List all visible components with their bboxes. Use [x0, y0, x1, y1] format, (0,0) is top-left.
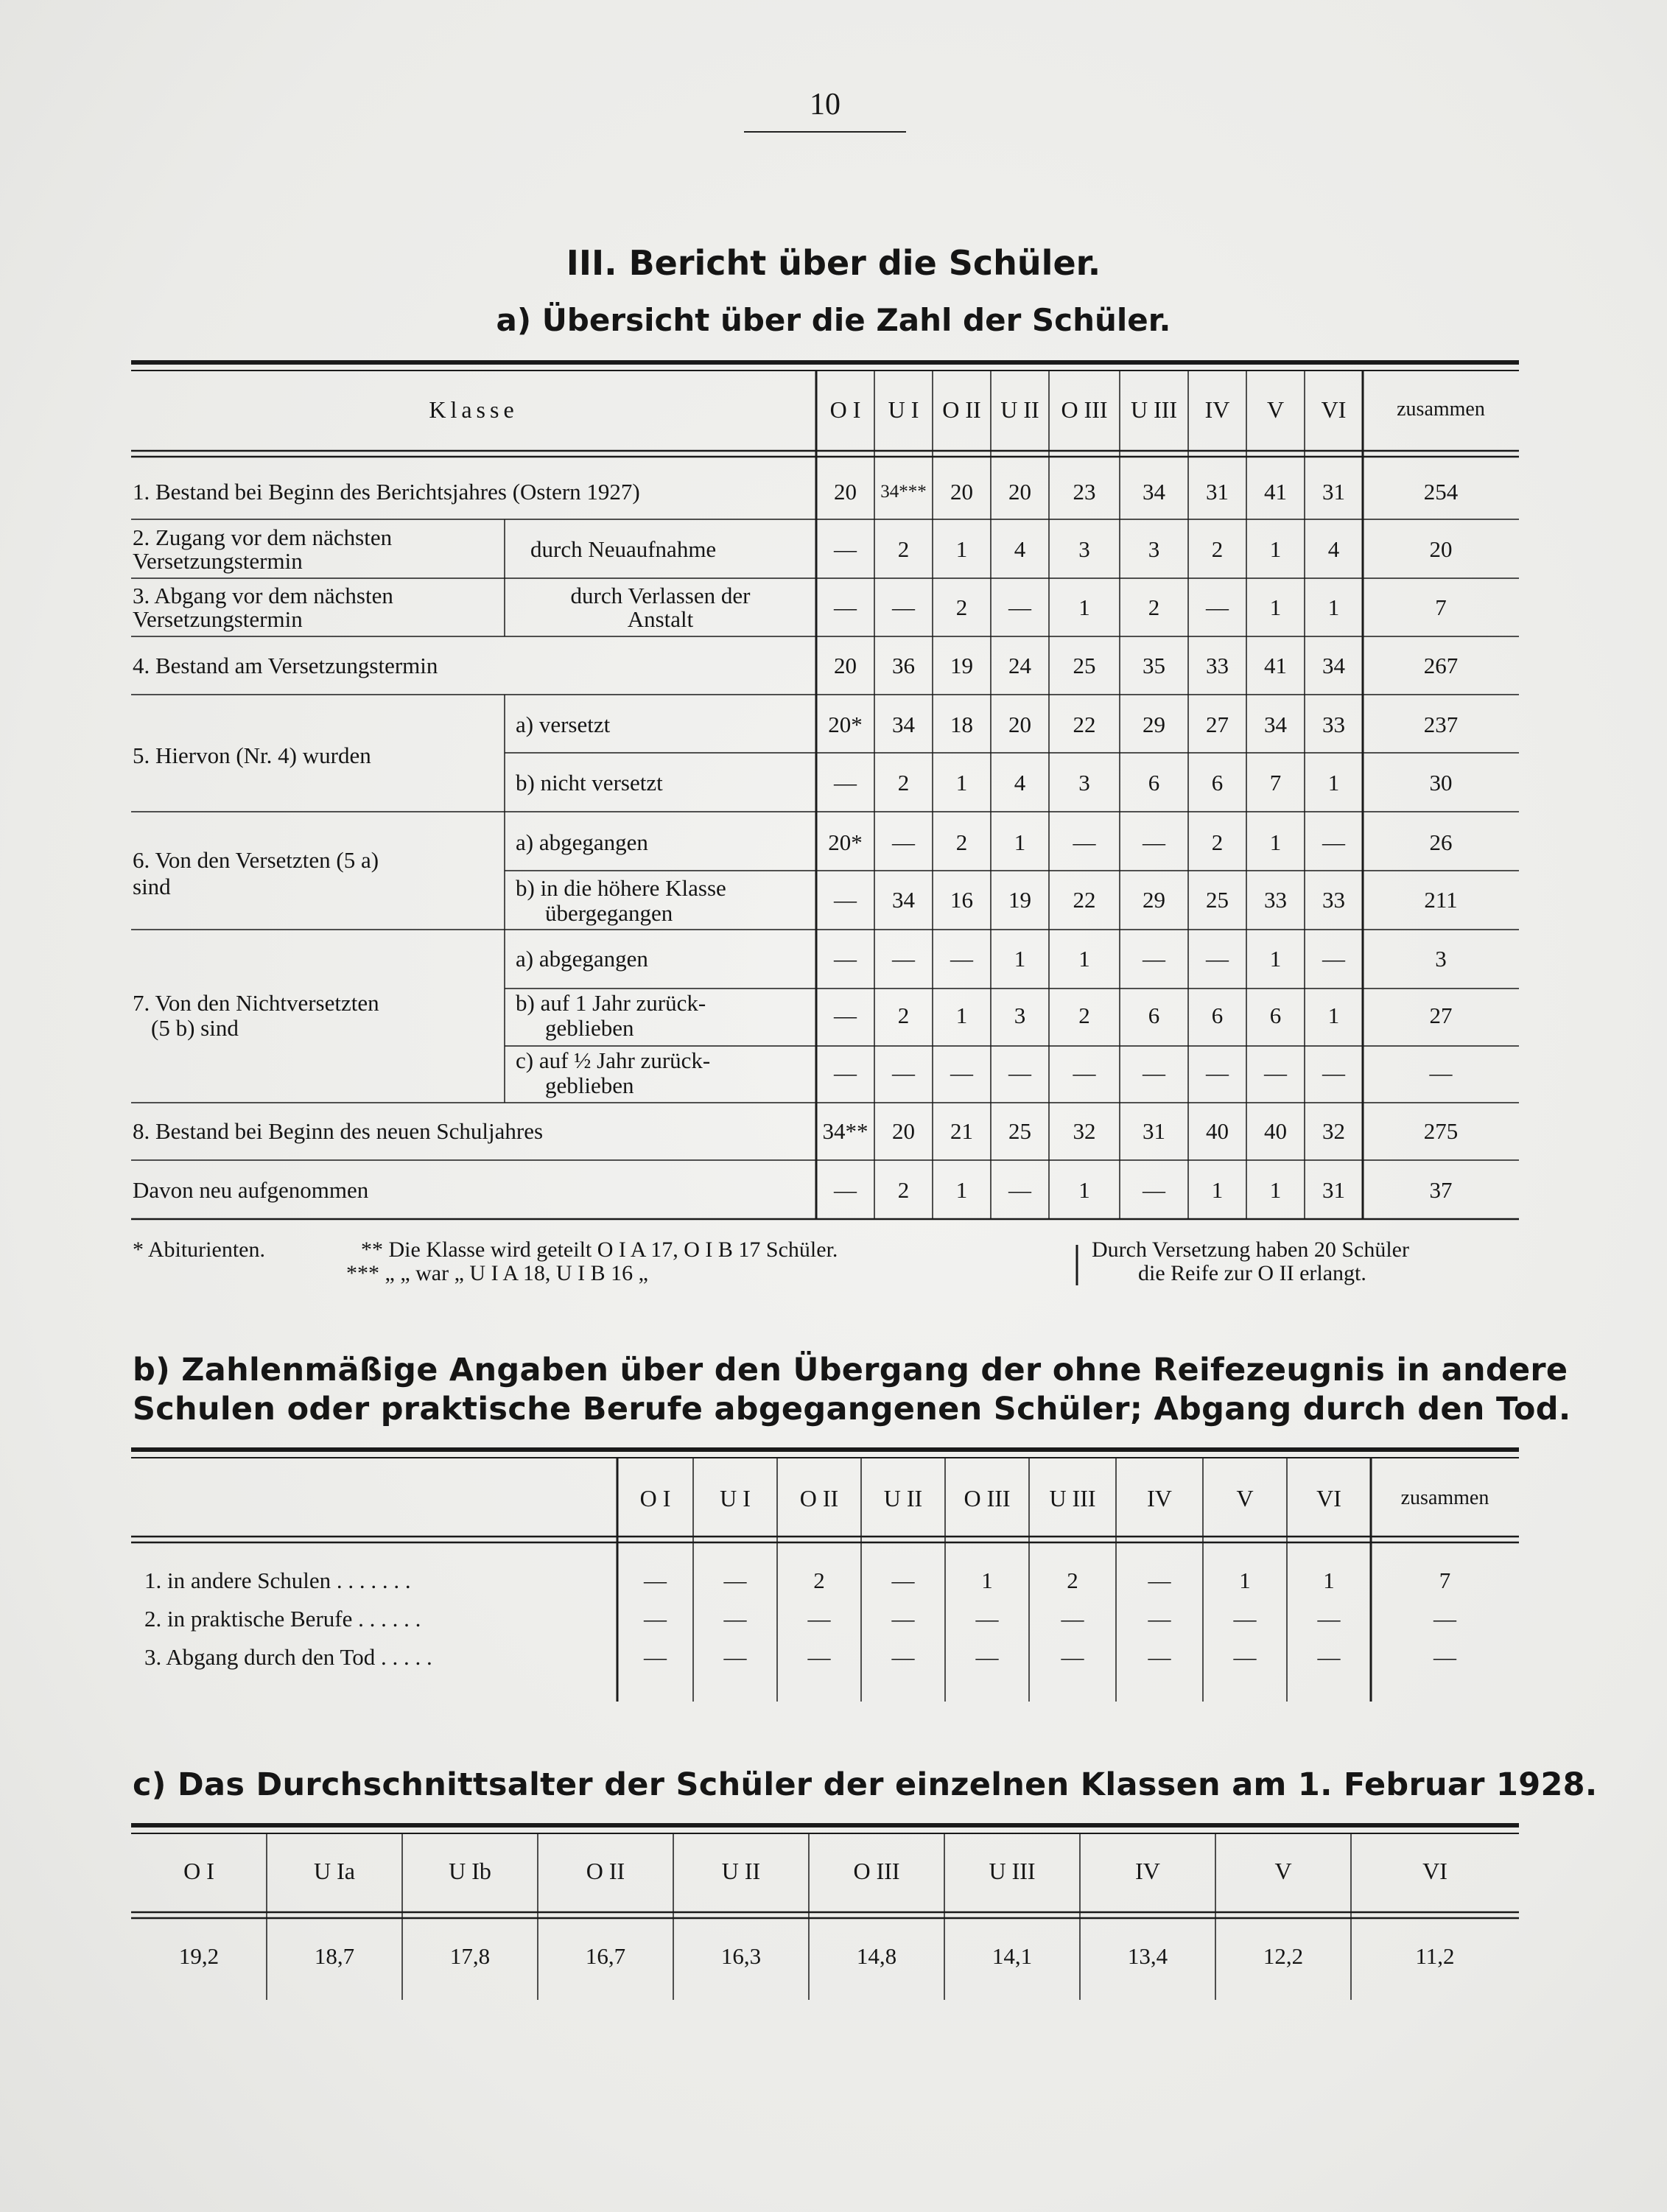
table-a-row-label: 2. Zugang vor dem nächsten: [133, 524, 393, 550]
table-a-cell: 275: [1423, 1118, 1459, 1144]
table-a-row-sublabel: geblieben: [545, 1015, 634, 1041]
table-a-group-label: 6. Von den Versetzten (5 a): [133, 847, 379, 873]
table-a-cell: 1: [955, 770, 968, 796]
table-a-row-sublabel: geblieben: [545, 1072, 634, 1098]
table-a-cell: —: [950, 1060, 973, 1086]
table-b-col-header: O I: [639, 1485, 671, 1511]
table-a-row-sublabel: a) versetzt: [516, 712, 611, 737]
table-a-col-header: IV: [1204, 396, 1230, 423]
table-c-age-value: 16,7: [585, 1943, 626, 1969]
table-a-cell: 41: [1264, 479, 1287, 505]
table-a-cell: 2: [955, 829, 968, 855]
table-a-cell: —: [1206, 1060, 1229, 1086]
table-a-cell: —: [892, 829, 915, 855]
table-a-col-header: O II: [942, 396, 981, 423]
table-a-cell: —: [1008, 594, 1031, 620]
table-a-cell: 1: [1014, 829, 1026, 855]
table-a-cell: 4: [1327, 536, 1340, 562]
page-number: 10: [810, 88, 840, 122]
table-a-group-label: 7. Von den Nichtversetzten: [133, 990, 379, 1016]
table-a-cell: 19: [1008, 887, 1031, 913]
table-a-col-header: V: [1266, 396, 1285, 423]
table-b-cell: —: [1317, 1606, 1341, 1632]
table-a-cell: 254: [1423, 479, 1459, 505]
table-a-cell: 2: [897, 1177, 910, 1203]
table-a-cell: —: [834, 594, 857, 620]
table-a-cell: 267: [1423, 653, 1459, 678]
table-c-col-header: O I: [183, 1858, 214, 1884]
table-a-cell: 1: [1269, 829, 1282, 855]
table-a-cell: —: [1143, 1177, 1165, 1203]
table-b-col-header: U III: [1049, 1485, 1096, 1511]
table-a-cell: 237: [1423, 712, 1459, 737]
table-a-cell: 40: [1264, 1118, 1287, 1144]
table-a-cell: 6: [1148, 1003, 1160, 1028]
table-a-cell: 32: [1322, 1118, 1345, 1144]
table-b-cell: —: [1148, 1644, 1171, 1670]
table-a-cell: 2: [897, 1003, 910, 1028]
table-a-cell: 35: [1143, 653, 1165, 678]
table-c-age-value: 17,8: [449, 1943, 491, 1969]
table-a-col-header: U III: [1130, 396, 1178, 423]
table-b-col-header: VI: [1316, 1485, 1341, 1511]
table-a-cell: 31: [1322, 1177, 1345, 1203]
table-a-cell: 6: [1211, 770, 1224, 796]
table-a-cell: 2: [1211, 829, 1224, 855]
table-b-row-label: 1. in andere Schulen . . . . . . .: [144, 1567, 411, 1593]
table-c-title: c) Das Durchschnittsalter der Schüler der einzelnen Klassen am 1. Februar 1928.: [133, 1766, 1598, 1803]
table-b-cell: —: [1317, 1644, 1341, 1670]
table-a-row-label: Versetzungstermin: [133, 606, 303, 632]
table-a-cell: 1: [1014, 946, 1026, 972]
table-a-cell: 25: [1073, 653, 1096, 678]
table-b-col-header: V: [1236, 1485, 1254, 1511]
footnote-klasse-war: *** „ „ war „ U I A 18, U I B 16 „: [346, 1261, 648, 1285]
table-a-row-label: 8. Bestand bei Beginn des neuen Schuljahres: [133, 1118, 544, 1144]
table-a-cell: 2: [1148, 594, 1160, 620]
table-a-cell: 20: [1008, 712, 1031, 737]
table-a-cell: 21: [950, 1118, 973, 1144]
table-b-cell: —: [891, 1567, 915, 1593]
table-c-age-value: 16,3: [720, 1943, 762, 1969]
table-a-cell: 34: [1264, 712, 1287, 737]
table-a-cell: 34***: [880, 482, 927, 502]
table-c-age-value: 14,1: [992, 1943, 1033, 1969]
table-a-cell: 3: [1435, 946, 1447, 972]
table-b-cell: —: [723, 1567, 747, 1593]
table-a-cell: —: [834, 1177, 857, 1203]
table-a-cell: —: [892, 946, 915, 972]
table-a-cell: —: [1073, 829, 1096, 855]
table-b-row-label: 3. Abgang durch den Tod . . . . .: [144, 1644, 432, 1670]
table-b-cell: 2: [813, 1567, 825, 1593]
table-a-cell: 6: [1148, 770, 1160, 796]
table-a-cell: 33: [1322, 887, 1345, 913]
table-b-col-header: U I: [720, 1485, 751, 1511]
table-a-cell: 1: [1327, 1003, 1340, 1028]
table-a-cell: —: [892, 594, 915, 620]
table-a-cell: 211: [1424, 887, 1458, 913]
table-a-cell: 25: [1206, 887, 1229, 913]
table-a-row-sublabel: b) in die höhere Klasse: [516, 875, 726, 901]
table-b-cell: —: [723, 1606, 747, 1632]
table-a-cell: —: [1322, 829, 1345, 855]
table-b-cell: —: [1148, 1567, 1171, 1593]
table-a-cell: 33: [1206, 653, 1229, 678]
table-a-cell: 33: [1322, 712, 1345, 737]
table-a-cell: 2: [1211, 536, 1224, 562]
table-a-cell: 34**: [822, 1118, 868, 1144]
table-a-cell: 1: [955, 536, 968, 562]
table-a-cell: 26: [1429, 829, 1453, 855]
table-b-cell: —: [975, 1644, 999, 1670]
table-b-cell: 1: [1239, 1567, 1251, 1593]
table-b-cell: —: [644, 1606, 667, 1632]
table-a-cell: 4: [1014, 770, 1026, 796]
table-c-col-header: O III: [853, 1858, 900, 1884]
table-a-cell: —: [1008, 1060, 1031, 1086]
table-c-age-value: 18,7: [314, 1943, 355, 1969]
table-c-age-value: 14,8: [856, 1943, 897, 1969]
table-b-cell: 1: [981, 1567, 993, 1593]
table-a-cell: 24: [1008, 653, 1031, 678]
table-a-cell: —: [834, 1060, 857, 1086]
table-a-cell: 29: [1143, 712, 1165, 737]
table-a-cell: 1: [1269, 946, 1282, 972]
table-b-cell: —: [807, 1644, 831, 1670]
footnote-versetzung: Durch Versetzung haben 20 Schüler: [1092, 1237, 1409, 1262]
table-a-row-label: 1. Bestand bei Beginn des Berichtsjahres (Ostern 1927): [133, 479, 640, 505]
table-a-row-label: Versetzungstermin: [133, 548, 303, 574]
table-a-cell: —: [1322, 1060, 1345, 1086]
table-a-cell: 1: [1211, 1177, 1224, 1203]
section-title: III. Bericht über die Schüler.: [566, 243, 1101, 283]
table-a-group-label: sind: [133, 874, 171, 899]
table-a-cell: 20*: [828, 829, 863, 855]
table-a-cell: —: [1143, 1060, 1165, 1086]
table-c-col-header: IV: [1135, 1858, 1160, 1884]
table-b-cell: 2: [1067, 1567, 1078, 1593]
table-a-row-sublabel: durch Neuaufnahme: [530, 536, 717, 562]
table-a-cell: 1: [1269, 536, 1282, 562]
table-a-row-sublabel: a) abgegangen: [516, 829, 648, 855]
table-a-cell: 1: [955, 1177, 968, 1203]
table-a-row-sublabel: übergegangen: [545, 900, 673, 926]
table-b-cell: 7: [1439, 1567, 1451, 1593]
table-a-cell: —: [834, 946, 857, 972]
table-a-cell: —: [1206, 594, 1229, 620]
table-c-col-header: O II: [586, 1858, 625, 1884]
table-a-row-sublabel: b) auf 1 Jahr zurück-: [516, 990, 706, 1016]
table-a-cell: —: [834, 536, 857, 562]
table-a-cell: 31: [1206, 479, 1229, 505]
table-a-cell: 20: [834, 653, 857, 678]
footnote-reife: die Reife zur O II erlangt.: [1138, 1261, 1366, 1285]
table-a-cell: —: [834, 770, 857, 796]
table-a-cell: 29: [1143, 887, 1165, 913]
table-a-cell: 3: [1014, 1003, 1026, 1028]
table-b-cell: —: [1061, 1606, 1084, 1632]
table-a-cell: 20: [1429, 536, 1453, 562]
table-a-cell: —: [1264, 1060, 1287, 1086]
table-a-cell: —: [1429, 1060, 1453, 1086]
table-a-cell: 25: [1008, 1118, 1031, 1144]
table-a-cell: 6: [1269, 1003, 1282, 1028]
table-b-cell: —: [891, 1644, 915, 1670]
table-b-col-header: O III: [964, 1485, 1011, 1511]
table-b-cell: —: [891, 1606, 915, 1632]
table-a-cell: 2: [897, 770, 910, 796]
table-b-cell: —: [644, 1567, 667, 1593]
table-a-cell: 1: [1269, 594, 1282, 620]
table-a-row-sublabel: durch Verlassen der: [570, 583, 751, 608]
table-a-cell: —: [834, 887, 857, 913]
table-a-cell: 20*: [828, 712, 863, 737]
table-a-cell: 18: [950, 712, 973, 737]
table-a-cell: 20: [1008, 479, 1031, 505]
table-b-cell: —: [1233, 1644, 1257, 1670]
table-a-group-label: 5. Hiervon (Nr. 4) wurden: [133, 742, 371, 768]
table-a-col-header: U I: [888, 396, 919, 423]
table-a-cell: 31: [1322, 479, 1345, 505]
table-a-cell: 3: [1078, 770, 1090, 796]
table-a-row-label: Davon neu aufgenommen: [133, 1177, 369, 1203]
table-a-cell: 22: [1073, 887, 1096, 913]
table-a-cell: 20: [892, 1118, 915, 1144]
table-a-cell: 16: [950, 887, 973, 913]
table-a-row-sublabel: Anstalt: [627, 606, 694, 632]
table-a-title: a) Übersicht über die Zahl der Schüler.: [496, 302, 1171, 338]
table-b-cell: —: [644, 1644, 667, 1670]
table-a-cell: 3: [1078, 536, 1090, 562]
table-a-cell: 1: [1078, 1177, 1090, 1203]
table-a-cell: 2: [897, 536, 910, 562]
table-a-cell: 4: [1014, 536, 1026, 562]
table-b-col-header: U II: [883, 1485, 923, 1511]
table-b-cell: —: [1433, 1644, 1456, 1670]
table-a-col-header: O III: [1061, 396, 1108, 423]
table-a-cell: 1: [1078, 594, 1090, 620]
table-c-col-header: V: [1274, 1858, 1292, 1884]
table-a-cell: —: [892, 1060, 915, 1086]
table-a-cell: 30: [1429, 770, 1453, 796]
table-b-col-header: IV: [1147, 1485, 1172, 1511]
table-b-cell: —: [1148, 1606, 1171, 1632]
table-a-cell: 34: [1322, 653, 1345, 678]
table-a-klasse-header: Klasse: [429, 396, 519, 423]
table-a-cell: 27: [1429, 1003, 1453, 1028]
table-a-cell: —: [1206, 946, 1229, 972]
footnote-klasse-geteilt: ** Die Klasse wird geteilt O I A 17, O I B 17 Schüler.: [361, 1237, 838, 1262]
table-c-col-header: U III: [989, 1858, 1036, 1884]
table-a-cell: —: [1322, 946, 1345, 972]
table-a-cell: —: [1143, 946, 1165, 972]
table-a-cell: 34: [892, 712, 915, 737]
table-c-col-header: U Ib: [449, 1858, 491, 1884]
table-a-row-sublabel: c) auf ½ Jahr zurück-: [516, 1047, 711, 1073]
table-a-cell: —: [950, 946, 973, 972]
table-a-row-label: 4. Bestand am Versetzungstermin: [133, 653, 438, 678]
table-a-cell: 22: [1073, 712, 1096, 737]
table-a-cell: 40: [1206, 1118, 1229, 1144]
table-a-cell: 3: [1148, 536, 1160, 562]
table-a-cell: 23: [1073, 479, 1096, 505]
table-a-row-label: 3. Abgang vor dem nächsten: [133, 583, 393, 608]
table-b-cell: —: [975, 1606, 999, 1632]
table-c-col-header: U II: [721, 1858, 761, 1884]
table-a-cell: 32: [1073, 1118, 1096, 1144]
table-a-cell: 27: [1206, 712, 1229, 737]
table-a-group-label: (5 b) sind: [151, 1015, 239, 1041]
footnote-abiturienten: * Abiturienten.: [133, 1237, 265, 1262]
table-a-row-sublabel: a) abgegangen: [516, 946, 648, 972]
table-b-title-line2: Schulen oder praktische Berufe abgegangenen Schüler; Abgang durch den Tod.: [133, 1391, 1571, 1428]
table-b-cell: —: [1433, 1606, 1456, 1632]
table-c-col-header: VI: [1422, 1858, 1447, 1884]
table-a-cell: 37: [1429, 1177, 1453, 1203]
table-a-cell: 1: [1269, 1177, 1282, 1203]
table-b-col-header: zusammen: [1400, 1486, 1489, 1509]
table-c-age-value: 19,2: [178, 1943, 220, 1969]
table-c-col-header: U Ia: [314, 1858, 355, 1884]
table-a-cell: —: [834, 1003, 857, 1028]
table-a-cell: 36: [892, 653, 915, 678]
table-b-cell: —: [1233, 1606, 1257, 1632]
table-a-row-sublabel: b) nicht versetzt: [516, 770, 663, 796]
table-b-cell: —: [723, 1644, 747, 1670]
table-a-cell: 7: [1435, 594, 1447, 620]
table-c-age-value: 11,2: [1415, 1943, 1455, 1969]
table-a-cell: 7: [1269, 770, 1282, 796]
table-b-row-label: 2. in praktische Berufe . . . . . .: [144, 1606, 421, 1632]
table-a-cell: 2: [955, 594, 968, 620]
table-a-cell: 20: [950, 479, 973, 505]
table-a-col-header: U II: [1000, 396, 1039, 423]
table-a-cell: 1: [1327, 770, 1340, 796]
table-b-cell: —: [1061, 1644, 1084, 1670]
table-b-cell: —: [807, 1606, 831, 1632]
table-c-age-value: 13,4: [1127, 1943, 1168, 1969]
table-a-col-header: O I: [829, 396, 861, 423]
table-a-cell: 6: [1211, 1003, 1224, 1028]
table-c-age-value: 12,2: [1263, 1943, 1304, 1969]
table-a-col-header: VI: [1321, 396, 1347, 423]
table-a-cell: 1: [1327, 594, 1340, 620]
table-a-cell: 1: [955, 1003, 968, 1028]
table-a-cell: 2: [1078, 1003, 1090, 1028]
table-a-cell: 1: [1078, 946, 1090, 972]
table-a-col-header: zusammen: [1397, 398, 1485, 421]
table-b-title-line1: b) Zahlenmäßige Angaben über den Übergang der ohne Reifezeugnis in andere: [133, 1352, 1568, 1388]
table-b-col-header: O II: [799, 1485, 839, 1511]
table-a-cell: 31: [1143, 1118, 1165, 1144]
table-a-cell: 34: [892, 887, 915, 913]
table-a-cell: 33: [1264, 887, 1287, 913]
table-a-cell: 41: [1264, 653, 1287, 678]
table-a-cell: 34: [1143, 479, 1165, 505]
table-a-cell: —: [1073, 1060, 1096, 1086]
table-a-cell: —: [1143, 829, 1165, 855]
table-a-cell: 19: [950, 653, 973, 678]
table-a-cell: —: [1008, 1177, 1031, 1203]
table-b-cell: 1: [1323, 1567, 1335, 1593]
table-a-cell: 20: [834, 479, 857, 505]
